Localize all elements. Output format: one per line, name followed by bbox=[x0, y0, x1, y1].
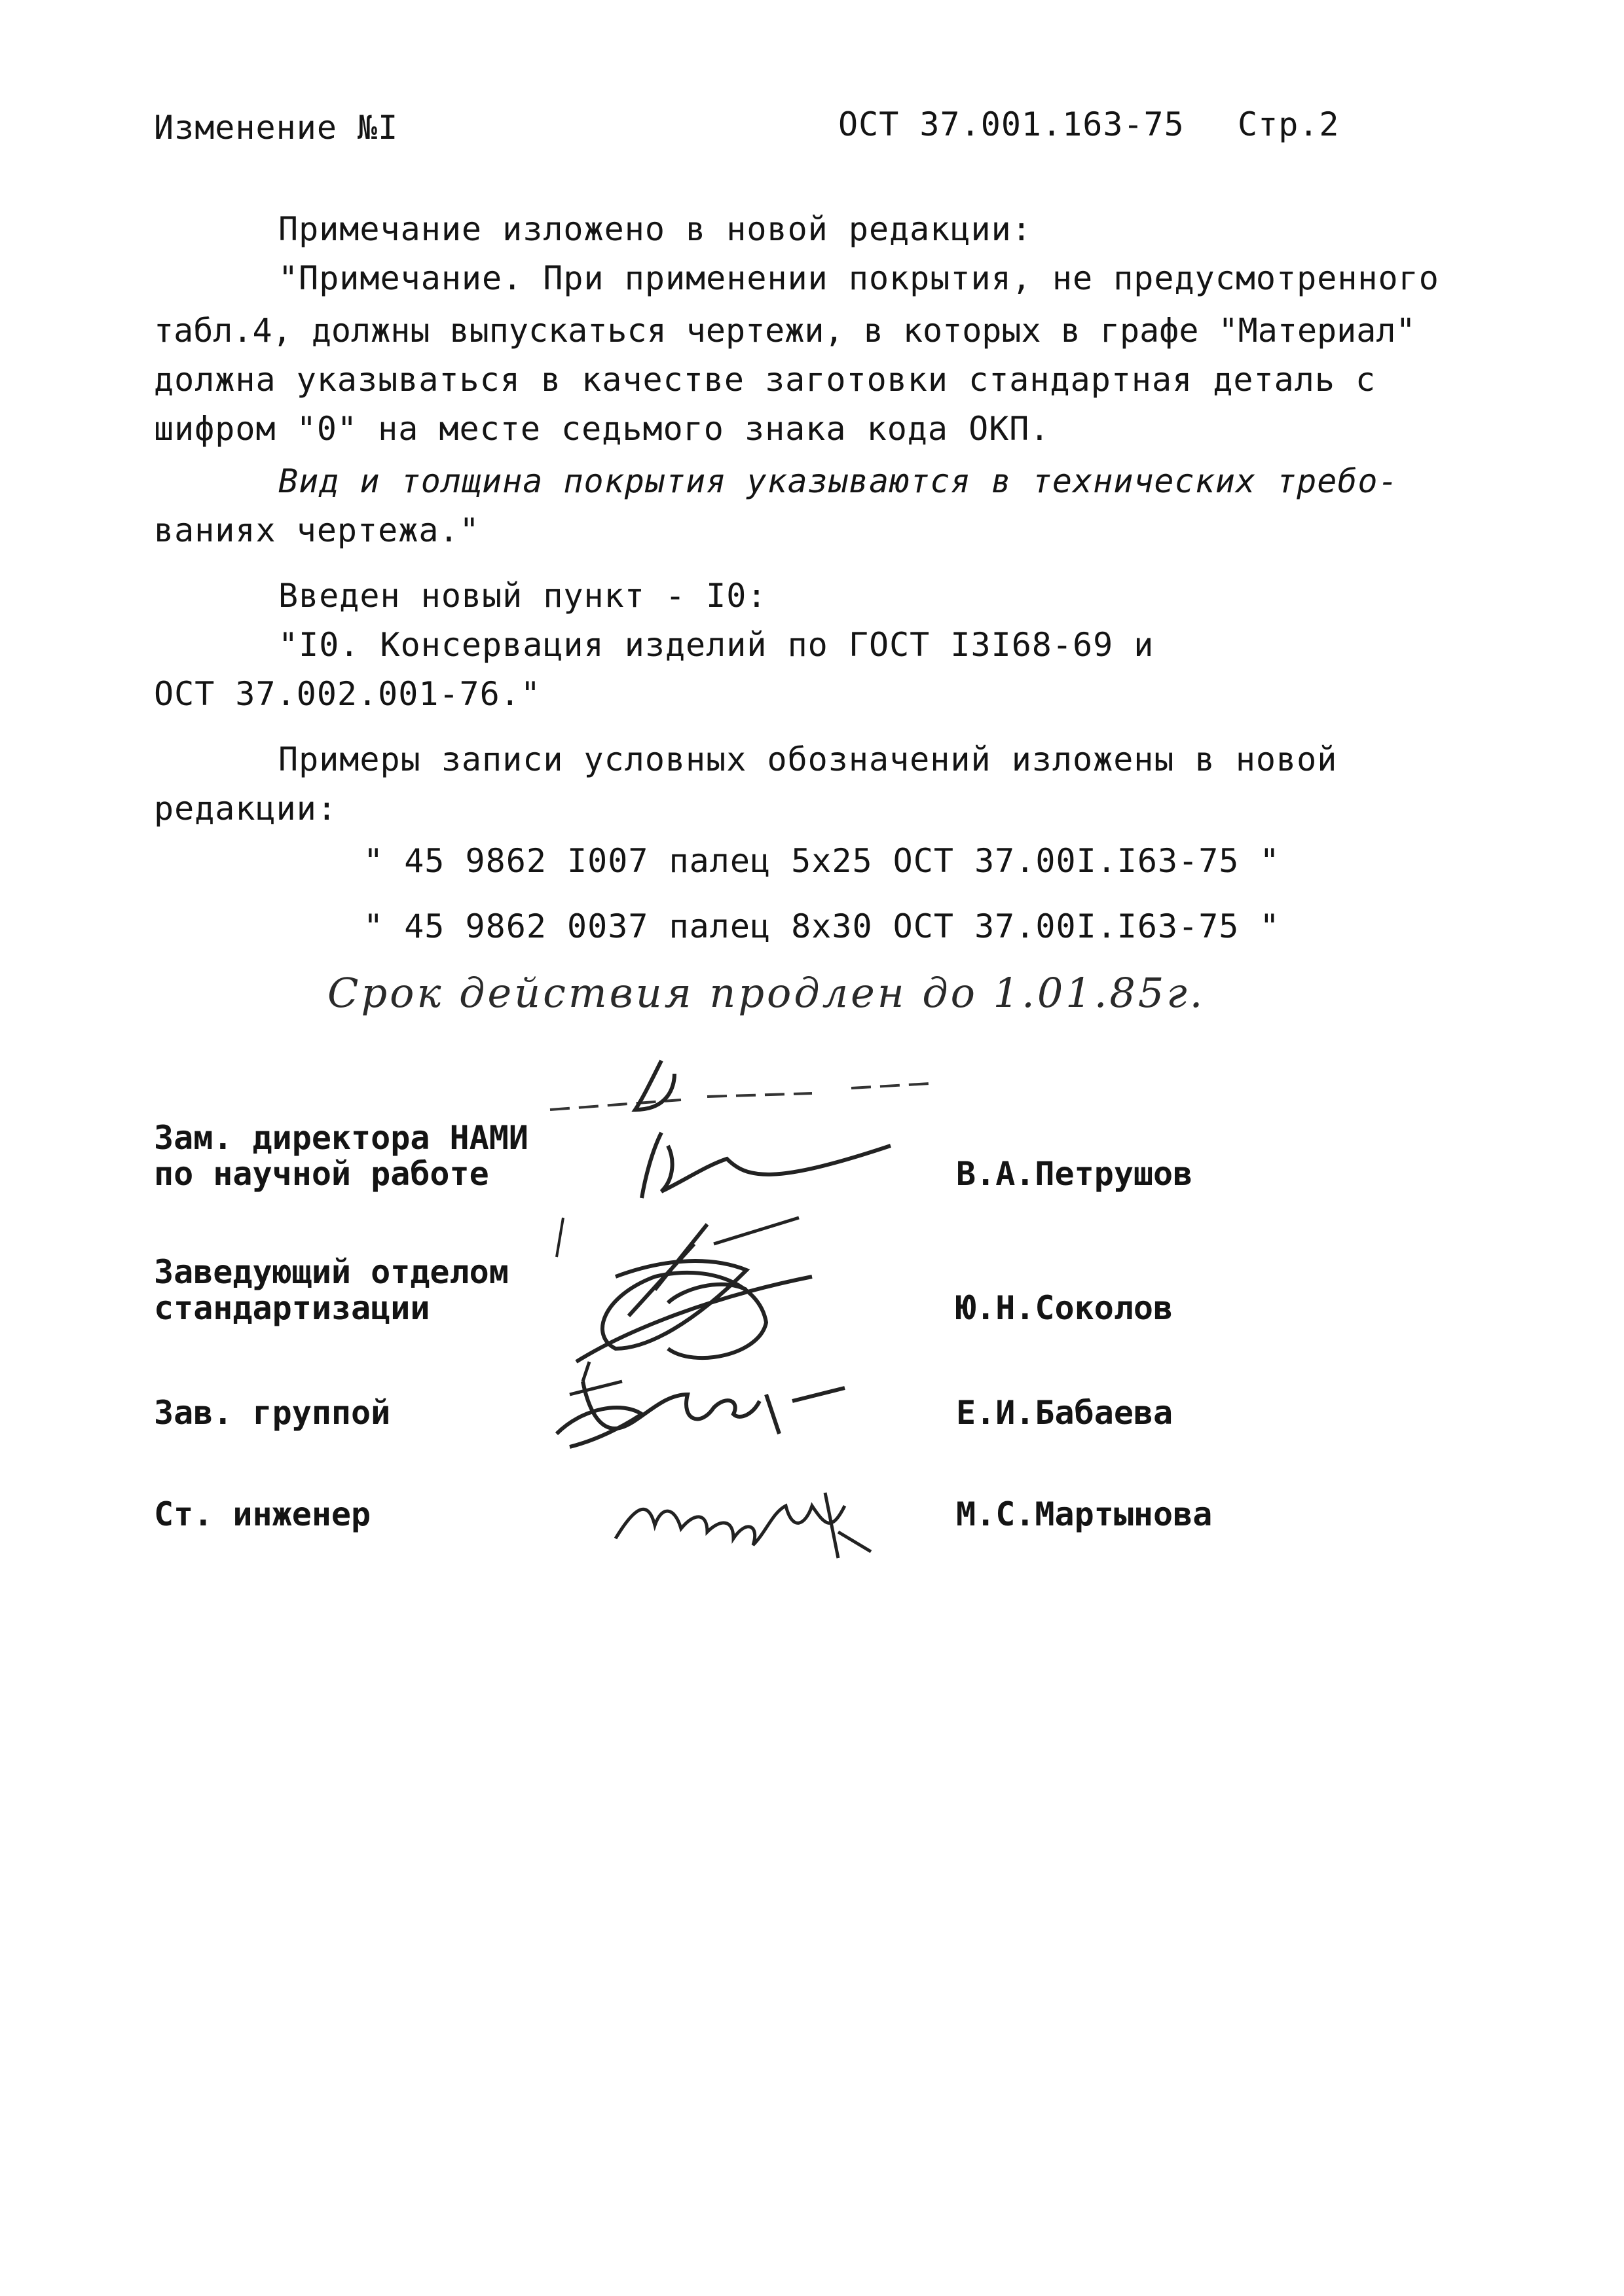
signature-3-stroke bbox=[544, 1355, 851, 1453]
signature-1-stroke bbox=[511, 1048, 969, 1218]
note-line-4: шифром "0" на месте седьмого знака кода ОКП. bbox=[154, 410, 1050, 448]
examples-intro-2: редакции: bbox=[154, 790, 337, 828]
example-1: " 45 9862 I007 палец 5x25 ОСТ 37.00I.I63-75 " bbox=[363, 842, 1280, 880]
new-clause-line-1: "I0. Консервация изделий по ГОСТ I3I68-69 и bbox=[278, 626, 1154, 664]
note-line-1: "Примечание. При применении покрытия, не предусмотренного bbox=[278, 259, 1439, 297]
examples-intro-1: Примеры записи условных обозначений изложены в новой bbox=[278, 740, 1338, 778]
note-line-6: ваниях чертежа." bbox=[154, 511, 480, 549]
amendment-number: Изменение №I bbox=[154, 109, 399, 147]
signature-4-stroke bbox=[609, 1467, 884, 1571]
new-clause-intro: Введен новый пункт - I0: bbox=[278, 577, 767, 615]
signer-2-title-2: стандартизации bbox=[154, 1289, 430, 1327]
note-intro: Примечание изложено в новой редакции: bbox=[278, 210, 1032, 248]
note-line-3: должна указываться в качестве заготовки стандартная деталь с bbox=[154, 361, 1376, 399]
example-2: " 45 9862 0037 палец 8x30 ОСТ 37.00I.I63-75 " bbox=[363, 907, 1280, 945]
signer-4-title: Ст. инженер bbox=[154, 1495, 371, 1533]
signer-2-name: Ю.Н.Соколов bbox=[956, 1289, 1173, 1327]
note-line-5: Вид и толщина покрытия указываются в технических требо- bbox=[278, 462, 1399, 500]
signer-3-name: Е.И.Бабаева bbox=[956, 1394, 1173, 1432]
signer-4-name: М.С.Мартынова bbox=[956, 1495, 1213, 1533]
page-number: Стр.2 bbox=[1238, 105, 1340, 143]
signer-1-title-2: по научной работе bbox=[154, 1155, 489, 1193]
signer-3-title: Зав. группой bbox=[154, 1394, 391, 1432]
signer-1-name: В.А.Петрушов bbox=[956, 1155, 1193, 1193]
note-line-2: табл.4, должны выпускаться чертежи, в которых в графе "Материал" bbox=[154, 312, 1416, 350]
signer-1-title-1: Зам. директора НАМИ bbox=[154, 1119, 528, 1157]
standard-code: ОСТ 37.001.163-75 bbox=[838, 105, 1185, 143]
signer-2-title-1: Заведующий отделом bbox=[154, 1253, 509, 1291]
new-clause-line-2: ОСТ 37.002.001-76." bbox=[154, 675, 541, 713]
handwritten-validity-note: Срок действия продлен до 1.01.85г. bbox=[327, 969, 1206, 1017]
